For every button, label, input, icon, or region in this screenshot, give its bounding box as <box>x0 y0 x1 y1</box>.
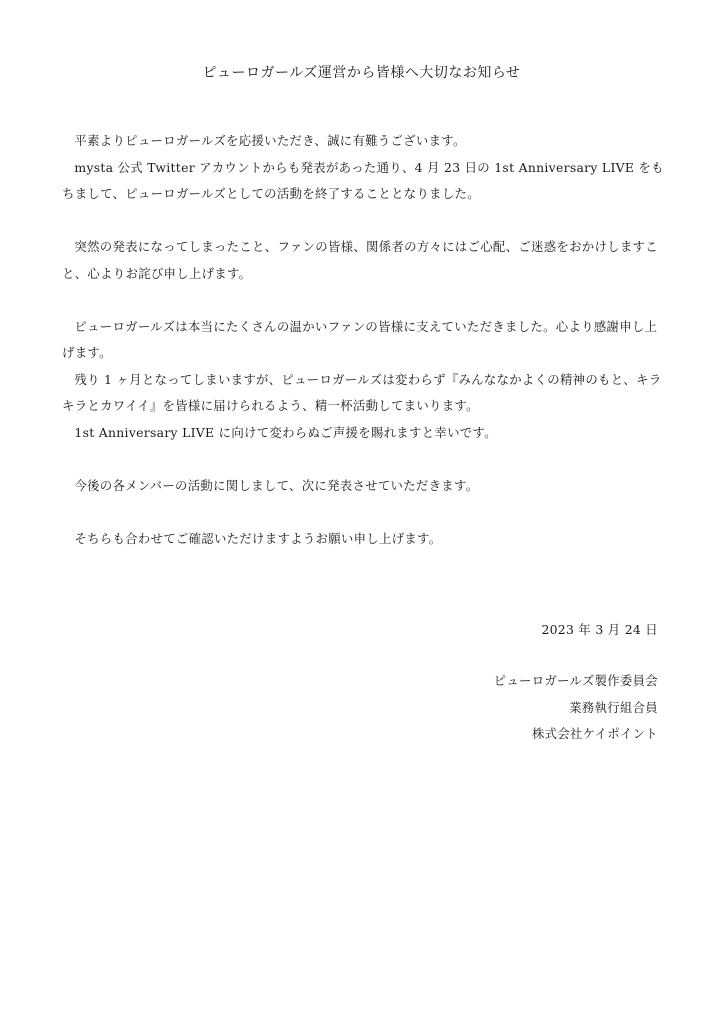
paragraph-support-request: 1st Anniversary LIVE に向けて変わらぬご声援を賜れますと幸いです。 <box>74 424 497 440</box>
paragraph-closing: そちらも合わせてご確認いただけますようお願い申し上げます。 <box>74 530 442 546</box>
paragraph-apology: 突然の発表になってしまったこと、ファンの皆様、関係者の方々にはご心配、ご迷惑をおかけしますこと、心よりお詫び申し上げます。 <box>62 239 658 281</box>
document-body <box>62 128 664 552</box>
paragraph-greeting: 平素よりピューロガールズを応援いただき、誠に有難うございます。 <box>74 133 466 148</box>
paragraph-remaining-month: 残り 1 ヶ月となってしまいますが、ピューロガールズは変わらず『みんななかよくの精神のもと、キラキラとカワイイ』を皆様に届けられるよう、精一杯活動してまいります。 <box>62 371 662 413</box>
executive-partner-label: 業務執行組合員 <box>569 699 658 715</box>
signature-block <box>494 620 658 748</box>
paragraph-announcement: mysta 公式 Twitter アカウントからも発表があった通り、4 月 23 日の 1st Anniversary LIVE をもちまして、ピューロガールズとしての活動を終了することとなりました。 <box>62 159 664 201</box>
paragraph-future-announcement: 今後の各メンバーの活動に関しまして、次に発表させていただきます。 <box>74 477 479 493</box>
paragraph-thanks: ピューロガールズは本当にたくさんの温かいファンの皆様に支えていただきました。心より感謝申し上げます。 <box>62 318 658 360</box>
document-date: 2023 年 3 月 24 日 <box>541 622 658 637</box>
committee-name: ピューロガールズ製作委員会 <box>493 673 658 688</box>
company-name: 株式会社ケイポイント <box>531 726 658 741</box>
document-title: ピューロガールズ運営から皆様へ大切なお知らせ <box>202 65 521 81</box>
